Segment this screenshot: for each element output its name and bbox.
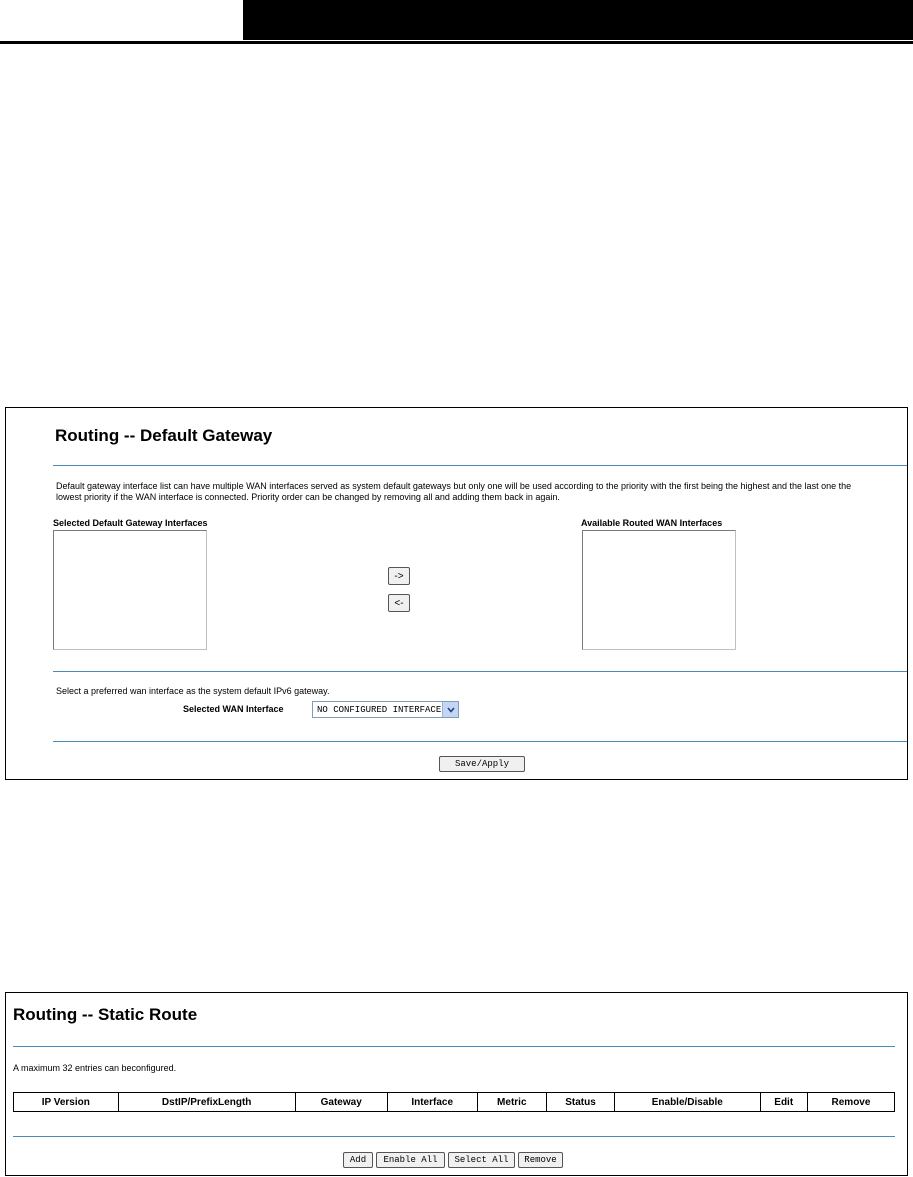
static-route-title: Routing -- Static Route xyxy=(13,1005,198,1024)
selected-gateways-label: Selected Default Gateway Interfaces xyxy=(53,518,208,528)
move-left-button[interactable]: <- xyxy=(388,594,410,612)
move-right-button[interactable]: -> xyxy=(388,567,410,585)
header-bar xyxy=(243,0,913,40)
static-route-table xyxy=(13,1092,895,1112)
table-header-row xyxy=(14,1093,895,1112)
available-interfaces-listbox[interactable] xyxy=(582,530,736,650)
column-header: Metric xyxy=(477,1093,546,1112)
column-header: Remove xyxy=(807,1093,894,1112)
column-header: DstIP/PrefixLength xyxy=(118,1093,295,1112)
available-interfaces-label: Available Routed WAN Interfaces xyxy=(581,518,723,528)
wan-interface-select[interactable] xyxy=(312,701,459,718)
description-line-2: lowest priority if the WAN interface is connected. Priority order can be changed by removing all and adding them back in again. xyxy=(56,492,560,502)
wan-interface-label: Selected WAN Interface xyxy=(183,704,284,714)
chevron-down-icon[interactable] xyxy=(442,702,458,717)
ipv6-gateway-prompt: Select a preferred wan interface as the system default IPv6 gateway. xyxy=(56,686,330,696)
description-line-1: Default gateway interface list can have multiple WAN interfaces served as system default gateways but only one will be used according to the priority with the first being the highest and the last one the xyxy=(56,481,852,491)
column-header: Enable/Disable xyxy=(615,1093,760,1112)
column-header: IP Version xyxy=(14,1093,119,1112)
column-header: Status xyxy=(546,1093,614,1112)
enable-all-button[interactable]: Enable All xyxy=(376,1152,445,1168)
column-header: Gateway xyxy=(295,1093,387,1112)
select-all-button[interactable]: Select All xyxy=(448,1152,515,1168)
save-apply-button[interactable]: Save/Apply xyxy=(439,756,525,772)
divider xyxy=(13,1136,895,1137)
wan-interface-value: NO CONFIGURED INTERFACE xyxy=(317,704,442,715)
remove-button[interactable]: Remove xyxy=(518,1152,563,1168)
divider xyxy=(53,465,907,466)
divider xyxy=(53,671,907,672)
divider xyxy=(13,1046,895,1047)
divider xyxy=(53,741,907,742)
column-header: Edit xyxy=(760,1093,807,1112)
max-entries-note: A maximum 32 entries can beconfigured. xyxy=(13,1063,177,1073)
selected-gateways-listbox[interactable] xyxy=(53,530,207,650)
header-rule xyxy=(0,41,913,44)
column-header: Interface xyxy=(387,1093,477,1112)
add-button[interactable]: Add xyxy=(343,1152,373,1168)
default-gateway-title: Routing -- Default Gateway xyxy=(55,426,273,445)
